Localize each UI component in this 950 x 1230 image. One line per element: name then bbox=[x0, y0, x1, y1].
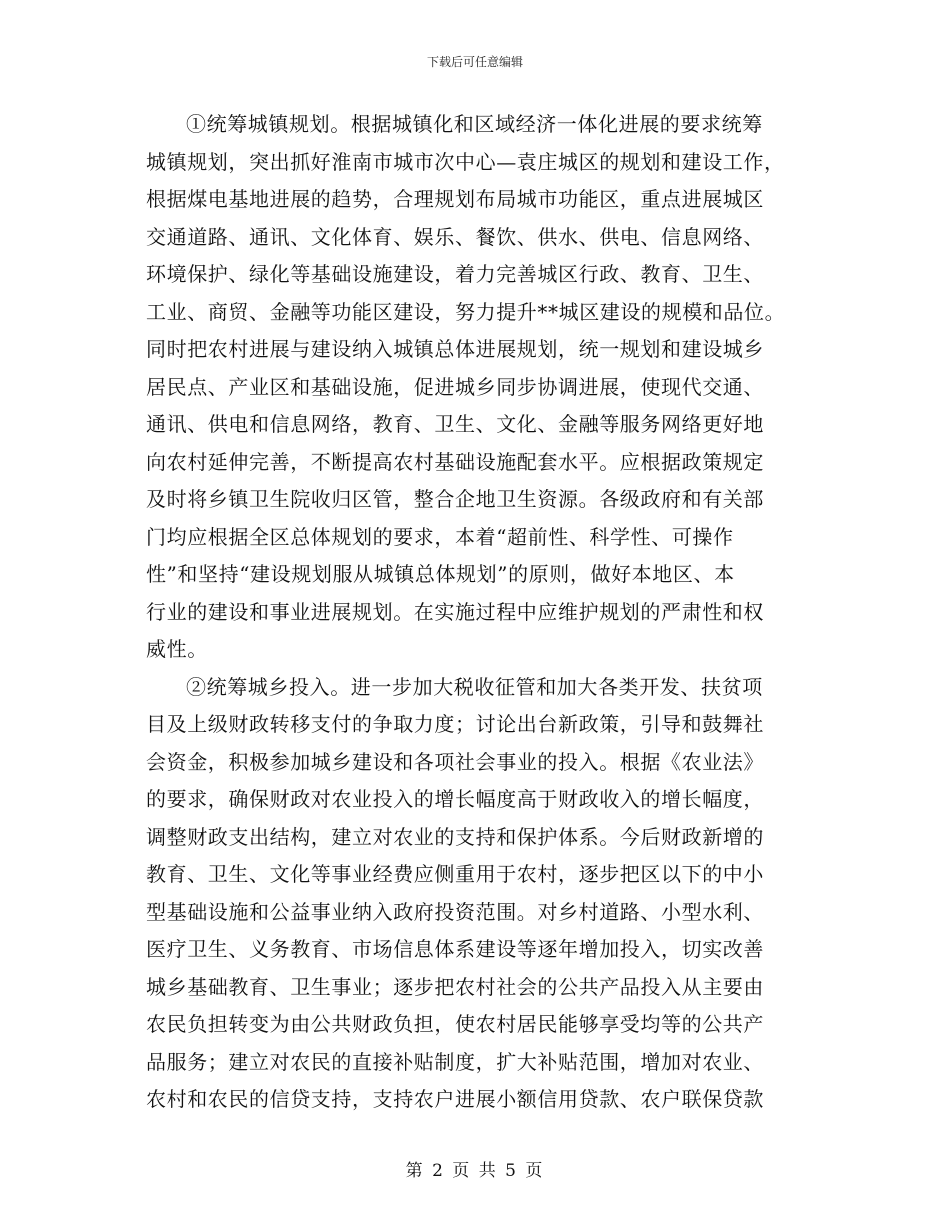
paragraph-urban-rural-investment bbox=[146, 669, 806, 1119]
paragraph-line: 及时将乡镇卫生院收归区管，整合企地卫生资源。各级政府和有关部 bbox=[146, 487, 764, 511]
paragraph-line: 威性。 bbox=[146, 637, 208, 661]
page-number-footer: 第 2 页 共 5 页 bbox=[405, 1161, 545, 1181]
paragraph-line: 同时把农村进展与建设纳入城镇总体进展规划，统一规划和建设城乡 bbox=[146, 337, 764, 361]
paragraph-line: 工业、商贸、金融等功能区建设，努力提升**城区建设的规模和品位。 bbox=[146, 299, 786, 324]
paragraph-line: 品服务；建立对农民的直接补贴制度，扩大补贴范围，增加对农业、 bbox=[146, 1049, 764, 1074]
paragraph-line: 向农村延伸完善，不断提高农村基础设施配套水平。应根据政策规定 bbox=[146, 449, 764, 474]
document-body bbox=[146, 106, 806, 1119]
paragraph-line: 医疗卫生、义务教育、市场信息体系建设等逐年增加投入，切实改善 bbox=[146, 937, 764, 961]
paragraph-line: 行业的建设和事业进展规划。在实施过程中应维护规划的严肃性和权 bbox=[146, 599, 764, 624]
paragraph-line: 城镇规划，突出抓好淮南市城市次中心—袁庄城区的规划和建设工作， bbox=[146, 149, 785, 174]
paragraph-line: 型基础设施和公益事业纳入政府投资范围。对乡村道路、小型水利、 bbox=[146, 899, 764, 924]
paragraph-line: ②统筹城乡投入。进一步加大税收征管和加大各类开发、扶贫项 bbox=[186, 674, 763, 699]
paragraph-line: 教育、卫生、文化等事业经费应侧重用于农村，逐步把区以下的中小 bbox=[146, 862, 764, 886]
paragraph-line: 会资金，积极参加城乡建设和各项社会事业的投入。根据《农业法》 bbox=[146, 749, 764, 774]
paragraph-line: 城乡基础教育、卫生事业；逐步把农村社会的公共产品投入从主要由 bbox=[146, 974, 764, 999]
paragraph-line: 目及上级财政转移支付的争取力度；讨论出台新政策，引导和鼓舞社 bbox=[146, 712, 764, 736]
paragraph-line: 的要求，确保财政对农业投入的增长幅度高于财政收入的增长幅度， bbox=[146, 787, 764, 811]
paragraph-line: 农村和农民的信贷支持，支持农户进展小额信用贷款、农户联保贷款 bbox=[146, 1087, 764, 1111]
paragraph-line: 根据煤电基地进展的趋势，合理规划布局城市功能区，重点进展城区 bbox=[146, 187, 764, 211]
paragraph-line: 农民负担转变为由公共财政负担，使农村居民能够享受均等的公共产 bbox=[146, 1012, 764, 1036]
paragraph-line: 调整财政支出结构，建立对农业的支持和保护体系。今后财政新增的 bbox=[146, 824, 764, 849]
paragraph-line: 门均应根据全区总体规划的要求，本着“超前性、科学性、可操作 bbox=[146, 524, 734, 549]
paragraph-line: 环境保护、绿化等基础设施建设，着力完善城区行政、教育、卫生、 bbox=[146, 262, 764, 286]
paragraph-line: ①统筹城镇规划。根据城镇化和区域经济一体化进展的要求统筹 bbox=[186, 112, 763, 136]
paragraph-urban-planning bbox=[146, 106, 806, 669]
paragraph-line: 交通道路、通讯、文化体育、娱乐、餐饮、供水、供电、信息网络、 bbox=[146, 224, 764, 249]
page-header: 下载后可任意编辑 bbox=[426, 55, 523, 69]
paragraph-line: 性”和坚持“建设规划服从城镇总体规划”的原则，做好本地区、本 bbox=[146, 562, 735, 586]
paragraph-line: 通讯、供电和信息网络，教育、卫生、文化、金融等服务网络更好地 bbox=[146, 412, 764, 436]
paragraph-line: 居民点、产业区和基础设施，促进城乡同步协调进展，使现代交通、 bbox=[146, 374, 764, 399]
